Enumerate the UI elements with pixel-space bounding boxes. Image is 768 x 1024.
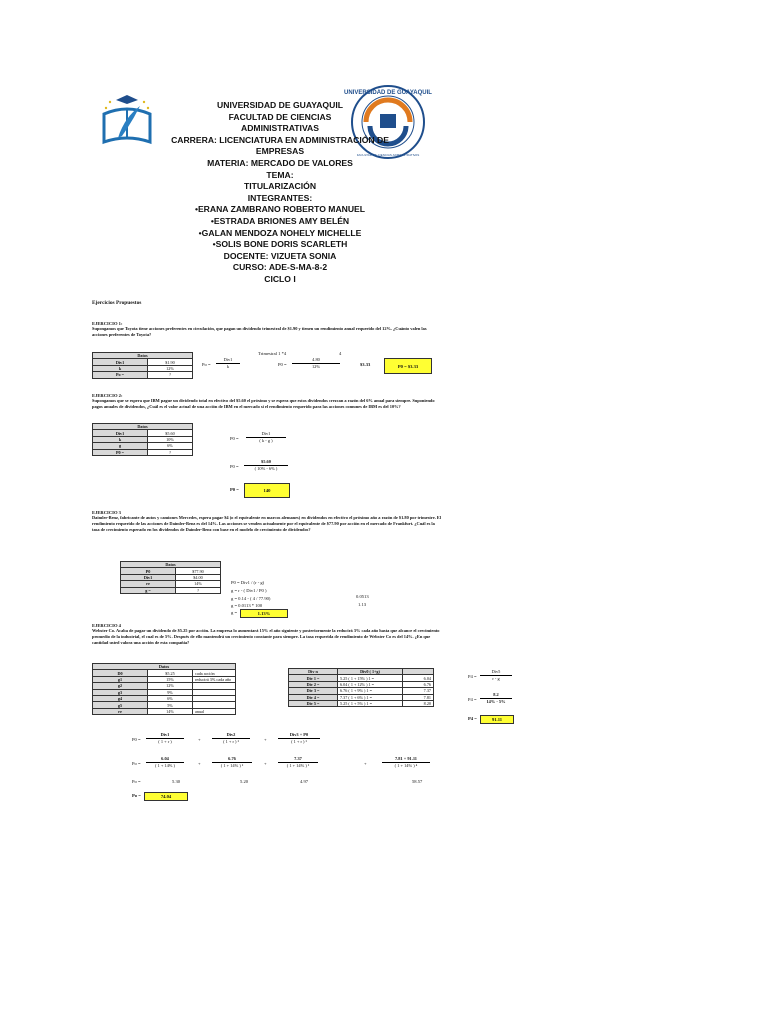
ex4-data-table bbox=[92, 663, 236, 715]
table-value-cell: 15% bbox=[148, 676, 193, 682]
ex3-data-table bbox=[120, 561, 221, 594]
fraction-denominator: ( 1 + r ) bbox=[158, 739, 172, 744]
header-line: •SOLIS BONE DORIS SCARLETH bbox=[212, 239, 348, 250]
div-table-cell: Div 3 = bbox=[289, 688, 338, 694]
table-label-cell: g4 bbox=[93, 695, 148, 701]
ex4-p4-res-label: P4 = bbox=[468, 716, 477, 721]
ex1-formula-label: Po = bbox=[202, 362, 211, 367]
fraction-denominator: ( 1 + 14% ) ⁴ bbox=[394, 763, 418, 768]
ex3-side-val-1: 0.0513 bbox=[356, 594, 369, 599]
table-value-cell: 14% bbox=[176, 581, 221, 587]
ex2-f2-den: ( 10% - 6% ) bbox=[254, 466, 278, 471]
fraction-denominator: ( 1 + 14% ) ² bbox=[220, 763, 244, 768]
ex2-f1-num: Div1 bbox=[246, 431, 286, 438]
table-label-cell: g2 bbox=[93, 683, 148, 689]
ex4-p4-top-den: r - g bbox=[492, 676, 500, 681]
table-value-cell: cada acción bbox=[193, 670, 236, 676]
table-label-cell: Po = bbox=[93, 372, 148, 378]
ex2-result-label: P0 = bbox=[230, 487, 239, 492]
plus-operator: + bbox=[364, 761, 367, 766]
header-line: MATERIA: MERCADO DE VALORES bbox=[207, 157, 353, 168]
ex4-div-table bbox=[288, 668, 434, 707]
fraction-numerator: 6.76 bbox=[212, 756, 252, 763]
ex3-step: g = 0.14 - ( 4 / 77.90) bbox=[231, 596, 271, 601]
ex4-fraction bbox=[146, 756, 184, 769]
div-table-cell: 7.37 ( 1 + 6% ) 1 = bbox=[338, 694, 403, 700]
table-label-cell: g3 bbox=[93, 689, 148, 695]
div-table-cell: 6.04 ( 1 + 12% ) 1 = bbox=[338, 681, 403, 687]
table-label-cell: g1 bbox=[93, 676, 148, 682]
header-line: TEMA: bbox=[266, 169, 294, 180]
header-line: FACULTAD DE CIENCIAS bbox=[228, 111, 332, 122]
fraction-numerator: 7.37 bbox=[278, 756, 318, 763]
ex2-f2-fraction bbox=[244, 459, 288, 472]
table-label-cell: k bbox=[93, 436, 148, 442]
header-line: CICLO I bbox=[264, 273, 296, 284]
ex4-p4-mid-den: 14% - 5% bbox=[486, 699, 506, 704]
table-value-cell: 14% bbox=[148, 708, 193, 714]
div-table-cell: Div 1 = bbox=[289, 675, 338, 681]
ex4-p4-top-fraction bbox=[480, 669, 512, 682]
table-value-cell: $1.90 bbox=[148, 359, 193, 365]
ex1-formula-den: k bbox=[226, 364, 230, 369]
table-header: Datos bbox=[93, 664, 236, 670]
ex3-step: P0 = Div1 / (r - g) bbox=[231, 580, 265, 585]
table-value-cell: 5% bbox=[148, 702, 193, 708]
table-value-cell: anual bbox=[193, 708, 236, 714]
ex1-result: P0 = $3.33 bbox=[384, 358, 432, 374]
ex4-fraction bbox=[382, 756, 430, 769]
ex4-result-label: Po = bbox=[132, 793, 141, 798]
ex4-p4-mid-fraction bbox=[480, 692, 512, 705]
ex4-v-label: Po = bbox=[132, 779, 141, 784]
table-value-cell: ? bbox=[176, 587, 221, 593]
div-table-cell: 7.37 bbox=[403, 688, 434, 694]
ex4-fraction bbox=[212, 732, 250, 745]
table-row bbox=[93, 708, 236, 714]
table-value-cell: ? bbox=[148, 449, 193, 455]
ex4-result: 74.04 bbox=[144, 792, 188, 801]
ex3-side-val-2: 1.13 bbox=[358, 602, 367, 607]
ex2-title: EJERCICIO 2: bbox=[92, 393, 123, 398]
ex3-title: EJERCICIO 3 bbox=[92, 510, 121, 515]
ex2-result: 140 bbox=[244, 483, 290, 498]
fraction-numerator: Div1 bbox=[146, 732, 184, 739]
ex1-trimestral-mark: 4 bbox=[339, 351, 342, 356]
header-line: DOCENTE: VIZUETA SONIA bbox=[223, 250, 337, 261]
ex3-step: g = 0.0113 * 100 bbox=[231, 603, 263, 608]
ex4-text: Webster Co. Acaba de pagar un dividendo de $5.25 por acción. La empresa lo aumentará 15% el año siguiente y posteriormente la reducirá 3% cada año hasta que alcance el crecimiento promedio de la industrial, el cual es de 5%. Después de ello mantendrá un crecimiento constante para siempre. La tasa requerida de rendimiento de Webster Co es del 14%. ¿En que cantidad usted valora una acción de esta compañía? bbox=[92, 628, 440, 645]
table-header: Datos bbox=[93, 353, 193, 359]
header-line: EMPRESAS bbox=[255, 146, 305, 157]
ex1-text: Supongamos que Toyota tiene acciones preferentes en circulación, que pagan un dividendo trimestral de $1.90 y tienen un rendimiento anual requerido del 12%. ¿Cuánto valen las acciones preferentes de Toyota? bbox=[92, 326, 427, 337]
fraction-numerator: Div2 bbox=[212, 732, 250, 739]
fraction-denominator: ( 1 + r ) ³ bbox=[291, 739, 307, 744]
plus-operator: + bbox=[264, 737, 267, 742]
fraction-denominator: ( 1 + r ) ² bbox=[223, 739, 239, 744]
table-value-cell: $4.00 bbox=[176, 574, 221, 580]
fraction-denominator: ( 1 + 14% ) ³ bbox=[286, 763, 310, 768]
div-table-cell: Div 5 = bbox=[289, 700, 338, 706]
plus-operator: + bbox=[264, 761, 267, 766]
table-label-cell: Div1 bbox=[93, 359, 148, 365]
ex4-p4-top-label: P4 = bbox=[468, 674, 477, 679]
ex1-formula-num: Div1 bbox=[216, 357, 240, 364]
ex1-mid-value: $3.33 bbox=[360, 362, 371, 367]
table-label-cell: re bbox=[121, 581, 176, 587]
table-row bbox=[93, 449, 193, 455]
div-table-cell: 7.81 bbox=[403, 694, 434, 700]
fraction-numerator: 7.81 + 91.11 bbox=[382, 756, 430, 763]
table-row bbox=[93, 372, 193, 378]
table-value-cell: $5.60 bbox=[148, 430, 193, 436]
ex2-f1-den: ( k - g ) bbox=[259, 438, 273, 443]
ex4-fraction bbox=[146, 732, 184, 745]
ex1-p0-den: 12% bbox=[311, 364, 321, 369]
div-table-cell: 5.25 ( 1 + 15% ) 1 = bbox=[338, 675, 403, 681]
div-table-header: Div n bbox=[289, 669, 338, 675]
ex4-f-label: P0 = bbox=[132, 737, 141, 742]
ex2-data-table bbox=[92, 423, 193, 456]
plus-operator: + bbox=[198, 737, 201, 742]
ex3-result-label: g = bbox=[231, 610, 238, 615]
plus-operator: + bbox=[198, 761, 201, 766]
fraction-denominator: ( 1 + 14% ) bbox=[154, 763, 176, 768]
ex2-f1-label: P0 = bbox=[230, 436, 239, 441]
ex1-title: EJERCICIO 1: bbox=[92, 321, 123, 326]
table-label-cell: Div1 bbox=[121, 574, 176, 580]
ex1-p0-label: P0 = bbox=[278, 362, 287, 367]
table-row bbox=[289, 700, 434, 706]
table-label-cell: P0 bbox=[121, 568, 176, 574]
header-line: CURSO: ADE-S-MA-8-2 bbox=[232, 262, 328, 273]
table-label-cell: P0 = bbox=[93, 449, 148, 455]
ex1-data-table bbox=[92, 352, 193, 379]
table-label-cell: k bbox=[93, 365, 148, 371]
ex3-result: 1.13% bbox=[240, 609, 288, 618]
section-title: Ejercicios Propuestos bbox=[92, 300, 142, 306]
div-table-cell: Div 4 = bbox=[289, 694, 338, 700]
header-line: TITULARIZACIÓN bbox=[243, 181, 317, 192]
ex2-f1-fraction bbox=[246, 431, 286, 444]
ex4-p4-top-num: Div5 bbox=[480, 669, 512, 676]
div-table-cell: 5.25 ( 1 + 5% ) 1 = bbox=[338, 700, 403, 706]
table-label-cell: Div1 bbox=[93, 430, 148, 436]
fraction-numerator: 6.04 bbox=[146, 756, 184, 763]
div-table-cell: 8.20 bbox=[403, 700, 434, 706]
header-line: ADMINISTRATIVAS bbox=[241, 123, 319, 134]
table-label-cell: g5 bbox=[93, 702, 148, 708]
table-value-cell: 6% bbox=[148, 695, 193, 701]
header-line: INTEGRANTES: bbox=[247, 192, 313, 203]
ex1-p0-num: 4.80 bbox=[292, 357, 340, 364]
header-line: CARRERA: LICENCIATURA EN ADMINISTRACIÓN DE bbox=[171, 134, 389, 145]
ex1-p0-fraction bbox=[292, 357, 340, 370]
ex1-formula-fraction bbox=[216, 357, 240, 370]
ex3-step: g = r - ( Div1 / P0 ) bbox=[231, 588, 267, 593]
table-header: Datos bbox=[93, 424, 193, 430]
table-value-cell: 10% bbox=[148, 436, 193, 442]
table-row bbox=[121, 587, 221, 593]
header-line: •GALAN MENDOZA NOHELY MICHELLE bbox=[198, 227, 362, 238]
div-table-cell: 6.04 bbox=[403, 675, 434, 681]
table-value-cell: 12% bbox=[148, 683, 193, 689]
ex1-trimestral: Trimestral 1 *4 bbox=[258, 351, 287, 356]
table-value-cell: reducirá 3% cada año bbox=[193, 676, 236, 682]
fraction-numerator: Div3 + P0 bbox=[278, 732, 320, 739]
div-table-cell: 6.76 bbox=[403, 681, 434, 687]
ex4-p4-result: 91.11 bbox=[480, 715, 514, 724]
div-table-cell: Div 2 = bbox=[289, 681, 338, 687]
table-value-cell: 9% bbox=[148, 689, 193, 695]
ex2-text: Supongamos que se espera que IBM pague un dividendo total en efectivo del $5.60 el próximo y se espera que estos dividendos crezcan a razón del 6% anual para siempre. Suponiendo pagos anuales de dividendos, ¿Cuál es el valor actual de una acción de IBM en el mercado si el rendimiento requerido para las acciones comunes de IBM es del 10%? bbox=[92, 398, 435, 409]
ex2-f2-num: $5.60 bbox=[244, 459, 288, 466]
table-label-cell: D0 bbox=[93, 670, 148, 676]
ex2-f2-label: P0 = bbox=[230, 464, 239, 469]
ex4-fraction bbox=[212, 756, 252, 769]
table-value-cell: ? bbox=[148, 372, 193, 378]
table-label-cell: g = bbox=[121, 587, 176, 593]
ex4-s-label: Po = bbox=[132, 761, 141, 766]
table-value-cell: $77.90 bbox=[176, 568, 221, 574]
seal-text: UNIVERSIDAD DE GUAYAQUIL bbox=[344, 90, 432, 96]
seal-text-bottom: FACULTAD DE CIENCIAS ADMINISTRATIVAS bbox=[356, 153, 420, 157]
header-line: •ERANA ZAMBRANO ROBERTO MANUEL bbox=[194, 204, 366, 215]
table-label-cell: g bbox=[93, 443, 148, 449]
ex4-term-value: 58.57 bbox=[412, 779, 423, 784]
table-label-cell: re bbox=[93, 708, 148, 714]
ex4-fraction bbox=[278, 732, 320, 745]
ex3-text: Daimler-Benz, fabricante de autos y camiones Mercedes, espera pagar $4 (o el equivalente en marcos alemanes) en dividendos en efectivo el próximo año a razón de $1.80 por trimestre. El rendimiento requerido de las acciones de Daimler-Benz es del 14%. Las acciones se venden actualmente por el equivalente de $77.90 por acción en el mercado de Frankfurt. ¿Cuál es la tasa de crecimiento esperado en los dividendos de Daimler-Benz con base en el modelo de crecimiento de dividendos? bbox=[92, 515, 442, 532]
ex4-p4-mid-label: P4 = bbox=[468, 697, 477, 702]
ex4-fraction bbox=[278, 756, 318, 769]
header-line: UNIVERSIDAD DE GUAYAQUIL bbox=[217, 100, 343, 110]
ex4-title: EJERCICIO 4 bbox=[92, 623, 121, 628]
ex4-term-value: 5.30 bbox=[172, 779, 181, 784]
header-line: •ESTRADA BRIONES AMY BELÉN bbox=[210, 215, 350, 226]
table-value-cell: 12% bbox=[148, 365, 193, 371]
ex4-p4-mid-num: 8.2 bbox=[480, 692, 512, 699]
table-value-cell: $5.25 bbox=[148, 670, 193, 676]
table-value-cell: 6% bbox=[148, 443, 193, 449]
ex4-term-value: 4.97 bbox=[300, 779, 309, 784]
table-header: Datos bbox=[121, 562, 221, 568]
document-header bbox=[140, 100, 420, 286]
div-table-cell: 6.76 ( 1 + 9% ) 1 = bbox=[338, 688, 403, 694]
div-table-header: Div0 ( 1+g) bbox=[338, 669, 403, 675]
ex4-term-value: 5.20 bbox=[240, 779, 249, 784]
